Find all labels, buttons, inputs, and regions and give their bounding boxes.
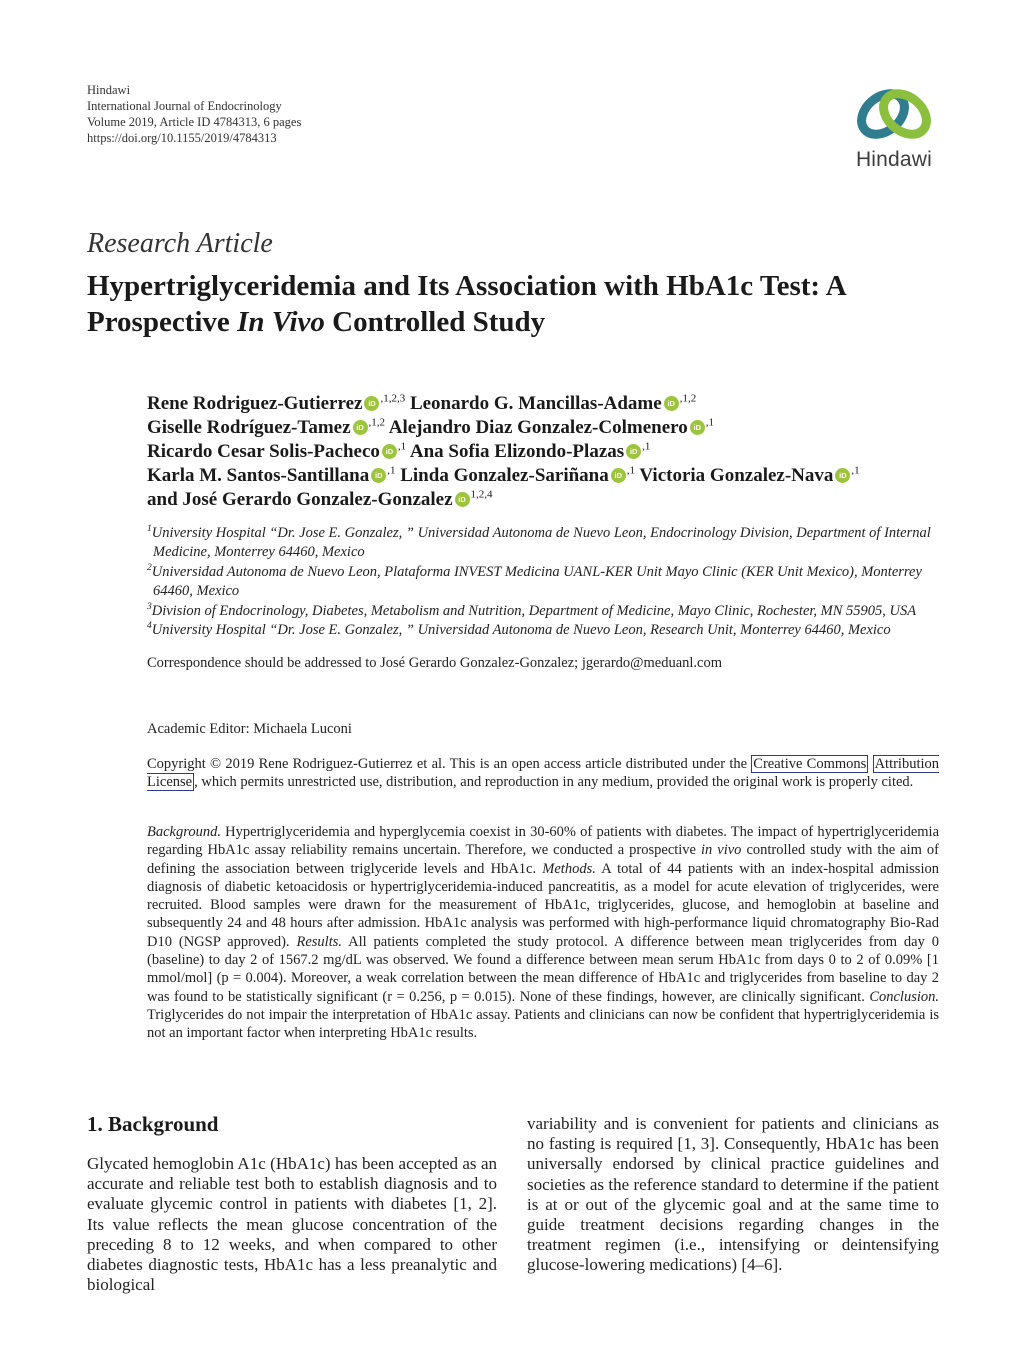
affiliation	[147, 602, 947, 621]
title-italic-text: In Vivo	[237, 306, 325, 338]
author-line	[147, 392, 947, 416]
abstract-text: A total of 44 patients with an index-hospital admission diagnosis of diabetic ketoacidosis or hypertriglyceridemia-induced pancreatitis, as a model for acute elevation of triglycerides, were recruited. Blood samples were drawn for the measurement of HbA1c, triglycerides, glucose, and hemoglobin at baseline and subsequently 24 and 48 hours after admission. HbA1c analysis was performed with high-performance liquid chromatography Bio-Rad D10 (NGSP approved).	[147, 860, 939, 950]
abstract-text: Hypertriglyceridemia and hyperglycemia coexist in 30-60% of patients with diabetes. The impact of hypertriglyceridemia regarding HbA1c assay reliability remains uncertain. Therefore, we conducted a prospective	[147, 824, 939, 859]
author-name: Giselle Rodríguez-Tamez	[147, 417, 351, 438]
abstract-text: All patients completed the study protocol. A difference between mean triglycerides from day 0 (baseline) to day 2 of 1567.2 mg/dL was observed. We found a difference between mean serum HbA1c from days 0 to 2 of 0.09% [1 mmol/mol] (p = 0.004). Moreover, a weak correlation between the mean difference of HbA1c and triglycerides from baseline to day 2 was found to be statistically significant (r = 0.256, p = 0.015). None of these findings, however, are clinically significant.	[147, 933, 939, 1005]
author-name: Linda Gonzalez-Sariñana	[400, 465, 609, 486]
copyright-text: , which permits unrestricted use, distribution, and reproduction in any medium, provided the original work is properly cited.	[194, 774, 914, 791]
author	[410, 441, 651, 462]
copyright-text: Copyright © 2019 Rene Rodriguez-Gutierrez et al. This is an open access article distributed under the	[147, 756, 752, 772]
author-name: Ana Sofia Elizondo-Plazas	[409, 441, 625, 462]
affiliation	[147, 524, 947, 563]
author-name: Rene Rodriguez-Gutierrez	[147, 393, 363, 414]
body-column-right: variability and is convenient for patients and clinicians as no fasting is required [1, 3]. Consequently, HbA1c has been universally endorsed by clinical practice guidelines and societies as the reference standard to determine if the patient is at or out of the glycemic goal and at the same time to guide treatment decisions regarding changes in the treatment regimen (i.e., intensifying or deintensifying glucose-lowering medications) [4–6].	[527, 1114, 939, 1275]
title-text: Controlled Study	[324, 306, 546, 338]
affiliation-marker: ,1	[626, 464, 635, 477]
affiliation-list	[147, 524, 947, 640]
orcid-icon[interactable]: iD	[626, 444, 641, 459]
affiliation-number: 3	[147, 601, 152, 612]
abstract	[147, 823, 939, 1043]
affiliation-marker: ,1	[642, 440, 651, 453]
affiliation-text: Universidad Autonoma de Nuevo Leon, Plataforma INVEST Medicina UANL-KER Unit Mayo Clinic (KER Unit Mexico), Monterrey 64460, Mexico	[151, 563, 922, 600]
orcid-icon[interactable]: iD	[664, 396, 679, 411]
author	[147, 393, 405, 414]
author-line	[147, 488, 947, 512]
affiliation-marker: ,1,2	[679, 392, 697, 405]
affiliation-text: University Hospital “Dr. Jose E. Gonzalez, ” Universidad Autonoma de Nuevo Leon, Research Unit, Monterrey 64460, Mexico	[151, 622, 891, 639]
author	[147, 465, 395, 486]
body-column-left: Glycated hemoglobin A1c (HbA1c) has been accepted as an accurate and reliable test both to establish diagnosis and to evaluate glycemic control in patients with diabetes [1, 2]. Its value reflects the mean glucose concentration of the preceding 8 to 12 weeks, and when compared to other diabetes diagnostic tests, HbA1c has a less preanalytic and biological	[87, 1154, 497, 1295]
abstract-text: Triglycerides do not impair the interpretation of HbA1c assay. Patients and clinicians can now be confident that hypertriglyceridemia is not an important factor when interpreting HbA1c results.	[147, 1006, 939, 1042]
abstract-label-conclusion: Conclusion.	[869, 988, 939, 1005]
title-line-2	[87, 304, 937, 340]
author-name: Victoria Gonzalez-Nava	[639, 465, 834, 486]
abstract-label-results: Results.	[296, 933, 342, 950]
orcid-icon[interactable]: iD	[835, 468, 850, 483]
orcid-icon[interactable]: iD	[690, 420, 705, 435]
author-name: Alejandro Diaz Gonzalez-Colmenero	[388, 417, 688, 438]
author	[147, 417, 385, 438]
affiliation-number: 2	[147, 562, 152, 573]
author-line	[147, 464, 947, 488]
correspondence-note: Correspondence should be addressed to José Gerardo Gonzalez-Gonzalez; jgerardo@meduanl.com	[147, 655, 723, 671]
orcid-icon[interactable]: iD	[611, 468, 626, 483]
affiliation-marker: ,1	[851, 464, 860, 477]
title-text: Prospective	[87, 306, 238, 338]
abstract-text: controlled study with the aim of defining the association between triglyceride levels and HbA1c.	[147, 842, 939, 877]
orcid-icon[interactable]: iD	[455, 492, 470, 507]
journal-name: International Journal of Endocrinology	[87, 99, 282, 113]
author	[400, 465, 635, 486]
journal-meta	[87, 82, 301, 146]
hindawi-logo-icon	[848, 82, 940, 146]
affiliation-marker: ,1	[387, 464, 396, 477]
author-name: Ricardo Cesar Solis-Pacheco	[147, 441, 380, 462]
affiliation-marker: ,1	[705, 416, 714, 429]
author	[147, 441, 406, 462]
affiliation-number: 4	[147, 621, 152, 632]
orcid-icon[interactable]: iD	[382, 444, 397, 459]
author	[389, 417, 714, 438]
section-heading: 1. Background	[87, 1112, 219, 1136]
article-title	[87, 268, 937, 340]
author	[639, 465, 859, 486]
author-line	[147, 416, 947, 440]
attribution-license-link[interactable]: Attribution License	[147, 756, 940, 791]
author	[147, 489, 493, 510]
orcid-icon[interactable]: iD	[371, 468, 386, 483]
affiliation	[147, 621, 947, 640]
affiliation-text: University Hospital “Dr. Jose E. Gonzalez, ” Universidad Autonoma de Nuevo Leon, Endocrinology Division, Department of Internal Medicine, Monterrey 64460, Mexico	[151, 525, 931, 561]
affiliation	[147, 563, 947, 602]
publisher-name: Hindawi	[87, 83, 131, 97]
title-line-1: Hypertriglyceridemia and Its Association with HbA1c Test: A	[87, 270, 847, 302]
affiliation-number: 1	[147, 524, 152, 535]
orcid-icon[interactable]: iD	[353, 420, 368, 435]
volume-info: Volume 2019, Article ID 4784313, 6 pages	[87, 115, 302, 129]
affiliation-marker: ,1	[397, 440, 407, 453]
logo-wordmark: Hindawi	[855, 148, 933, 171]
author-list	[147, 392, 947, 512]
author-line	[147, 440, 947, 464]
author-prefix: and	[147, 489, 183, 510]
hindawi-logo	[848, 82, 940, 172]
abstract-label-methods: Methods.	[542, 860, 596, 877]
affiliation-text: Division of Endocrinology, Diabetes, Metabolism and Nutrition, Department of Medicine, Mayo Clinic, Rochester, MN 55905, USA	[151, 602, 917, 619]
author-name: Karla M. Santos-Santillana	[147, 465, 370, 486]
creative-commons-link[interactable]: Creative Commons	[753, 756, 867, 772]
copyright-notice	[147, 755, 939, 792]
affiliation-marker: 1,2,4	[470, 488, 493, 501]
author-name: José Gerardo Gonzalez-Gonzalez	[182, 489, 453, 510]
article-type: Research Article	[87, 228, 273, 259]
affiliation-marker: ,1,2,3	[380, 392, 406, 405]
affiliation-marker: ,1,2	[368, 416, 386, 429]
orcid-icon[interactable]: iD	[364, 396, 379, 411]
academic-editor: Academic Editor: Michaela Luconi	[147, 721, 352, 737]
abstract-label-background: Background.	[147, 824, 221, 840]
author	[410, 393, 696, 414]
abstract-italic: in vivo	[701, 842, 742, 859]
doi-link[interactable]: https://doi.org/10.1155/2019/4784313	[87, 131, 277, 145]
author-name: Leonardo G. Mancillas-Adame	[409, 393, 662, 414]
